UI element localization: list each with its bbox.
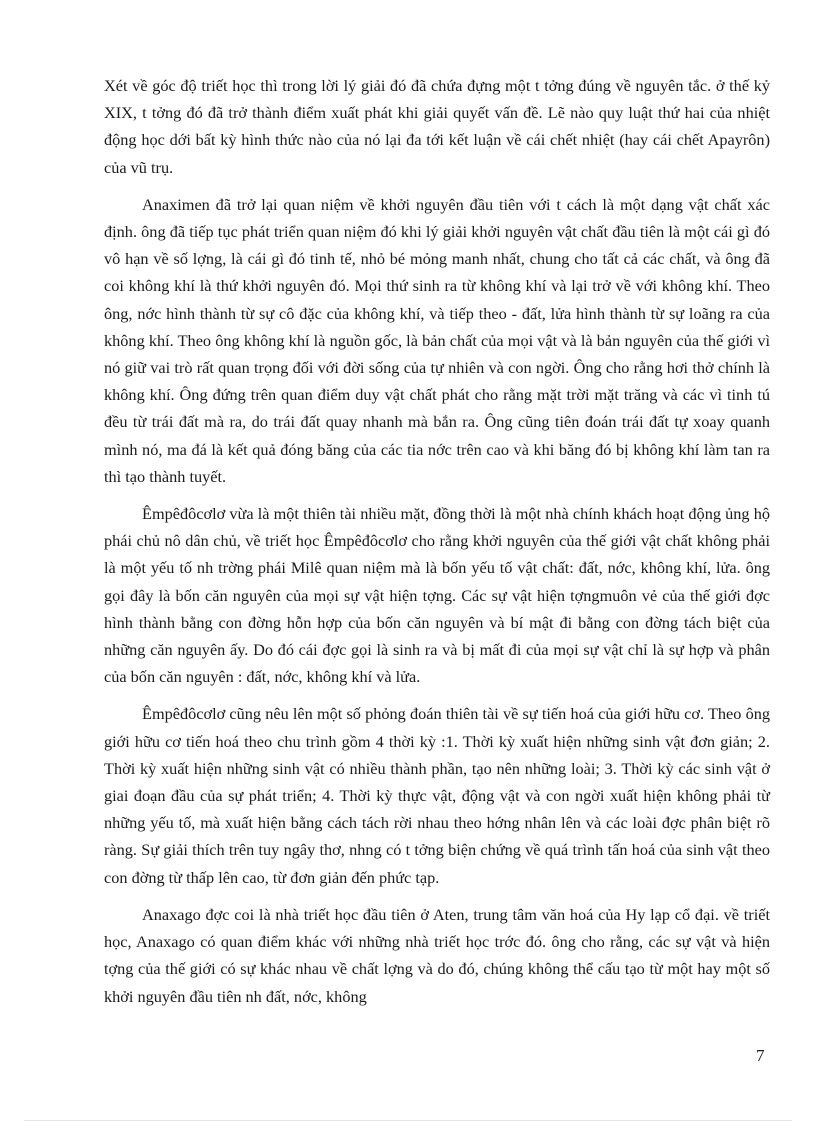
paragraph-3: Êmpêđôcơlơ vừa là một thiên tài nhiều mặt, đồng thời là một nhà chính khách hoạt động ủng hộ phái chủ nô dân chủ, về triết học Êmpêđôcơlơ cho rằng khởi nguyên của thế giới vật chất không phải là một yếu tố nh trờng phái Milê quan niệm mà là bốn yếu tố vật chất: đất, nớc, không khí, lửa. ông gọi đây là bốn căn nguyên của mọi sự vật hiện tợng. Các sự vật hiện tợngmuôn vẻ của thế giới đợc hình thành bằng con đờng hỗn hợp của bốn căn nguyên và bí mật đi bằng con đờng tách biệt của những căn nguyên ấy. Do đó cái đợc gọi là sinh ra và bị mất đi của mọi sự vật chỉ là sự hợp và phân của bốn căn nguyên : đất, nớc, không khí và lửa. bbox=[104, 504, 770, 687]
paragraph-2: Anaximen đã trở lại quan niệm về khởi nguyên đầu tiên với t cách là một dạng vật chất xác định. ông đã tiếp tục phát triển quan niệm đó khi lý giải khởi nguyên vật chất đầu tiên là một cái gì đó vô hạn về số lợng, là cái gì đó tinh tế, nhỏ bé mỏng manh nhất, chung cho tất cả các chất, và ông đã coi không khí là thứ khởi nguyên đó. Mọi thứ sinh ra từ không khí và lại trở về với không khí. Theo ông, nớc hình thành từ sự cô đặc của không khí, và tiếp theo - đất, lửa hình thành từ sự loãng ra của không khí. Theo ông không khí là nguồn gốc, là bản chất của mọi vật và là bản nguyên của thế giới vì nó giữ vai trò rất quan trọng đối với đời sống của tự nhiên và con ngời. Ông cho rằng hơi thở chính là không khí. Ông đứng trên quan điểm duy vật chất phát cho rằng mặt trời mặt trăng và các vì tinh tú đều từ trái đất mà ra, do trái đất quay nhanh mà bắn ra. Ông cũng tiên đoán trái đất tự xoay quanh mình nó, ma đá là kết quả đóng băng của các tia nớc trên cao và khi băng đó bị không khí làm tan ra thì tạo thành tuyết. bbox=[104, 194, 770, 486]
page-number: 7 bbox=[756, 1046, 765, 1065]
paragraph-1: Xét về góc độ triết học thì trong lời lý giải đó đã chứa đựng một t tởng đúng về nguyên tắc. ở thế kỷ XIX, t tởng đó đã trở thành điểm xuất phát khi giải quyết vấn đề. Lẽ nào quy luật thứ hai của nhiệt động học dới bất kỳ hình thức nào của nó lại đa tới kết luận về cái chết nhiệt (hay cái chết Apayrôn) của vũ trụ. bbox=[104, 76, 770, 177]
paragraph-5: Anaxago đợc coi là nhà triết học đầu tiên ở Aten, trung tâm văn hoá của Hy lạp cổ đại. về triết học, Anaxago có quan điểm khác với những nhà triết học trớc đó. ông cho rằng, các sự vật và hiện tợng của thế giới có sự khác nhau về chất lợng và do đó, chúng không thể cấu tạo từ một hay một số khởi nguyên đầu tiên nh đất, nớc, không bbox=[104, 904, 770, 1006]
paragraph-4: Êmpêđôcơlơ cũng nêu lên một số phỏng đoán thiên tài về sự tiến hoá của giới hữu cơ. Theo ông giới hữu cơ tiến hoá theo chu trình gồm 4 thời kỳ :1. Thời kỳ xuất hiện những sinh vật đơn giản; 2. Thời kỳ xuất hiện những sinh vật có nhiều thành phần, tạo nên những loài; 3. Thời kỳ các sinh vật ở giai đoạn đầu của sự phát triển; 4. Thời kỳ thực vật, động vật và con ngời xuất hiện không phải từ những yếu tố, mà xuất hiện bằng cách tách rời nhau theo hớng nhân lên và các loài đợc phân biệt rõ ràng. Sự giải thích trên tuy ngây thơ, nhng có t tởng biện chứng về quá trình tấn hoá của sinh vật theo con đờng từ thấp lên cao, từ đơn giản đến phức tạp. bbox=[104, 704, 770, 887]
document-page bbox=[104, 72, 770, 1020]
footer-divider bbox=[24, 1120, 792, 1121]
